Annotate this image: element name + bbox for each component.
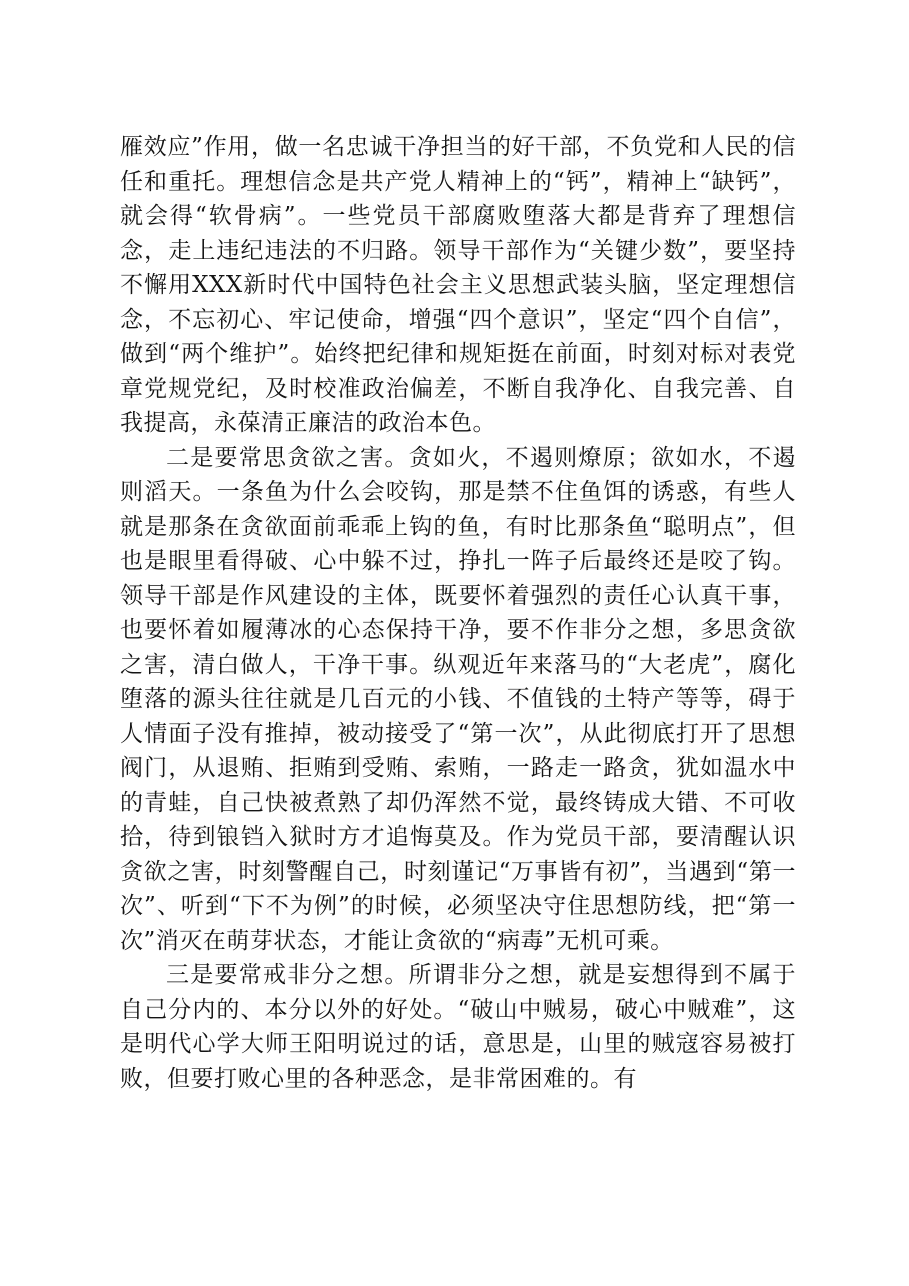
paragraph-greed-harm: 二是要常思贪欲之害。贪如火，不遏则燎原；欲如水，不遏则滔天。一条鱼为什么会咬钩，那是禁不住鱼饵的诱惑，有些人就是那条在贪欲面前乖乖上钩的鱼，有时比那条鱼“聪明点”，但也是眼里看得破、心中躲不过，挣扎一阵子后最终还是咬了钩。领导干部是作风建设的主体，既要怀着强烈的责任心认真干事，也要怀着如履薄冰的心态保持干净，要不作非分之想，多思贪欲之害，清白做人，干净干事。纵观近年来落马的“大老虎”，腐化堕落的源头往往就是几百元的小钱、不值钱的土特产等等，碍于人情面子没有推掉，被动接受了“第一次”，从此彻底打开了思想阀门，从退贿、拒贿到受贿、索贿，一路走一路贪，犹如温水中的青蛙，自己快被煮熟了却仍浑然不觉，最终铸成大错、不可收拾，待到锒铛入狱时方才追悔莫及。作为党员干部，要清醒认识贪欲之害，时刻警醒自己，时刻谨记“万事皆有初”，当遇到“第一次”、听到“下不为例”的时候，必须坚决守住思想防线，把“第一次”消灭在萌芽状态，才能让贪欲的“病毒”无机可乘。 (120, 444, 796, 954)
paragraph-continued: 雁效应”作用，做一名忠诚干净担当的好干部，不负党和人民的信任和重托。理想信念是共产党人精神上的“钙”，精神上“缺钙”，就会得“软骨病”。一些党员干部腐败堕落大都是背弃了理想信念，走上违纪违法的不归路。领导干部作为“关键少数”，要坚持不懈用XXX新时代中国特色社会主义思想武装头脑，坚定理想信念，不忘初心、牢记使命，增强“四个意识”，坚定“四个自信”，做到“两个维护”。始终把纪律和规矩挺在前面，时刻对标对表党章党规党纪，及时校准政治偏差，不断自我净化、自我完善、自我提高，永葆清正廉洁的政治本色。 (120, 134, 796, 436)
document-body (120, 130, 796, 1096)
paragraph-improper-thoughts: 三是要常戒非分之想。所谓非分之想，就是妄想得到不属于自己分内的、本分以外的好处。“破山中贼易，破心中贼难”，这是明代心学大师王阳明说过的话，意思是，山里的贼寇容易被打败，但要打败心里的各种恶念，是非常困难的。有 (120, 962, 796, 1092)
